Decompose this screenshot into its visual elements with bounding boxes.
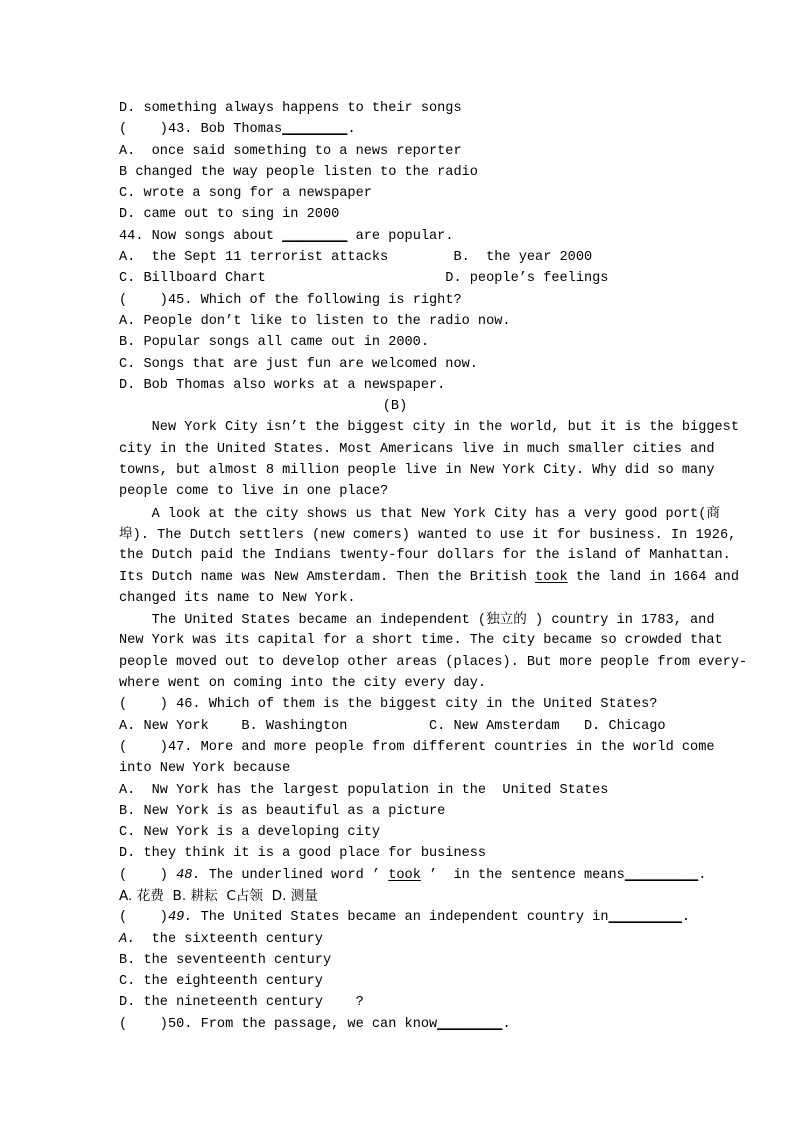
question-stem-50: From the passage, we can know (192, 1016, 438, 1032)
question-number-43: 43. (167, 122, 193, 138)
passage-line: people come to live in one place? (119, 484, 389, 500)
passage-text: ). The Dutch settlers (new comers) wanted to use it for business. In 1926, (132, 527, 737, 543)
question-stem-44-end: are popular. (347, 228, 454, 244)
question-stem-45: Which of the following is right? (192, 292, 462, 308)
option-label: B. (119, 952, 136, 968)
question-number-50: 50. (167, 1016, 193, 1032)
question-stem-47: More and more people from different countries in the world come (192, 739, 715, 755)
underlined-word-took: took (388, 867, 421, 883)
question-stem-43-end: . (347, 122, 356, 138)
option-line (119, 971, 671, 992)
passage-text: the land in 1664 and (567, 569, 739, 585)
option-line (119, 950, 671, 971)
question-stem-49-end: . (681, 910, 691, 926)
option-line: D. Bob Thomas also works at a newspaper. (119, 377, 446, 393)
answer-bracket-46[interactable]: ( ) (119, 697, 177, 713)
question-number-47: 47. (167, 739, 193, 755)
question-46 (119, 694, 671, 715)
option-line: A. New York B. Washington C. New Amsterdam D. Chicago (119, 718, 666, 734)
option-line: C. Billboard Chart D. people’s feelings (119, 271, 609, 287)
passage-line (119, 524, 737, 545)
passage-line (119, 567, 739, 588)
option-line (119, 992, 671, 1013)
fill-blank-48[interactable]: _________ (624, 867, 699, 883)
passage-line: people moved out to develop other areas (places). But more people from every- (119, 654, 748, 670)
passage-line: New York was its capital for a short time. The city became so crowded that (119, 633, 723, 649)
question-45 (119, 290, 671, 311)
passage-b-heading: (B) (382, 399, 408, 415)
question-number-46: 46. (176, 697, 201, 713)
passage-text: A look at the city shows us that New York City has a very good port( (119, 506, 707, 522)
fill-blank-49[interactable]: _________ (608, 910, 682, 926)
answer-bracket-50[interactable]: ( ) (119, 1016, 168, 1032)
passage-text: The United States became an independent ( (119, 613, 487, 629)
passage-line (119, 609, 715, 630)
passage-line: towns, but almost 8 million people live in New York City. Why did so many (119, 463, 715, 479)
option-label: A. (119, 931, 136, 947)
answer-bracket-43[interactable]: ( ) (119, 122, 168, 138)
option-label: C. (119, 974, 136, 990)
question-stem-48: The underlined word ’ (200, 867, 389, 883)
question-number-48: 48. (176, 867, 201, 883)
passage-line: where went on coming into the city every day. (119, 676, 487, 692)
fill-blank-44[interactable]: ________ (282, 228, 348, 244)
option-line: C. New York is a developing city (119, 825, 381, 841)
option-line: C. Songs that are just fun are welcomed now. (119, 356, 478, 372)
option-text: the seventeenth century (135, 952, 332, 968)
option-text: the nineteenth century ? (135, 995, 364, 1011)
answer-bracket-47[interactable]: ( ) (119, 739, 168, 755)
question-43 (119, 119, 671, 140)
option-line: B. New York is as beautiful as a picture (119, 803, 446, 819)
fill-blank-43[interactable]: ________ (282, 122, 348, 138)
passage-text: ) country in 1783, and (526, 613, 715, 629)
underlined-word-took: took (535, 569, 568, 585)
passage-line: the Dutch paid the Indians twenty-four dollars for the island of Manhattan. (119, 548, 731, 564)
passage-line: city in the United States. Most Americans live in much smaller cities and (119, 441, 715, 457)
option-label: D. (119, 995, 136, 1011)
option-line: A. once said something to a news reporter (119, 143, 462, 159)
question-49 (119, 907, 691, 928)
answer-bracket-48[interactable]: ( ) (119, 867, 177, 883)
passage-line: changed its name to New York. (119, 590, 356, 606)
option-text: the sixteenth century (135, 931, 323, 947)
question-48 (119, 865, 707, 886)
answer-bracket-49[interactable]: ( ) (119, 910, 168, 926)
option-line: A. Nw York has the largest population in the United States (119, 782, 609, 798)
option-line: D. came out to sing in 2000 (119, 207, 340, 223)
document-page (119, 98, 748, 1035)
gloss-chinese: 独立的 (486, 611, 527, 628)
question-stem-43: Bob Thomas (192, 122, 283, 138)
option-line: A. the Sept 11 terrorist attacks B. the year 2000 (119, 250, 593, 266)
option-line: C. wrote a song for a newspaper (119, 186, 372, 202)
question-50 (119, 1014, 671, 1035)
option-line: B changed the way people listen to the radio (119, 164, 478, 180)
option-line: D. they think it is a good place for business (119, 846, 487, 862)
gloss-chinese: 埠 (119, 525, 133, 542)
question-stem-50-end: . (502, 1016, 511, 1032)
fill-blank-50[interactable]: ________ (437, 1016, 503, 1032)
question-47 (119, 737, 715, 758)
passage-line: New York City isn’t the biggest city in the world, but it is the biggest (119, 420, 739, 436)
option-line: B. Popular songs all came out in 2000. (119, 335, 429, 351)
answer-bracket-45[interactable]: ( ) (119, 292, 168, 308)
option-line-q42-d: D. something always happens to their songs (119, 101, 462, 116)
question-stem-49: The United States became an independent country in (192, 910, 609, 926)
question-stem-46: Which of them is the biggest city in the United States? (200, 697, 658, 713)
option-text: the eighteenth century (135, 974, 323, 990)
question-stem-44: Now songs about (143, 228, 283, 244)
question-stem-48-mid: ’ in the sentence means (420, 867, 625, 883)
question-number-49: 49. (167, 910, 193, 926)
option-line-chinese: A. 花费 B. 耕耘 C占领 D. 测量 (119, 887, 318, 904)
question-stem-48-end: . (698, 867, 707, 883)
question-44 (119, 226, 671, 247)
option-line: A. People don’t like to listen to the radio now. (119, 313, 511, 329)
gloss-chinese: 商 (706, 504, 720, 521)
question-stem-47-cont: into New York because (119, 761, 291, 777)
question-number-44: 44. (119, 228, 144, 244)
passage-text: Its Dutch name was New Amsterdam. Then the British (119, 569, 536, 585)
passage-line (119, 503, 720, 524)
question-number-45: 45. (167, 292, 193, 308)
option-line (119, 929, 671, 950)
